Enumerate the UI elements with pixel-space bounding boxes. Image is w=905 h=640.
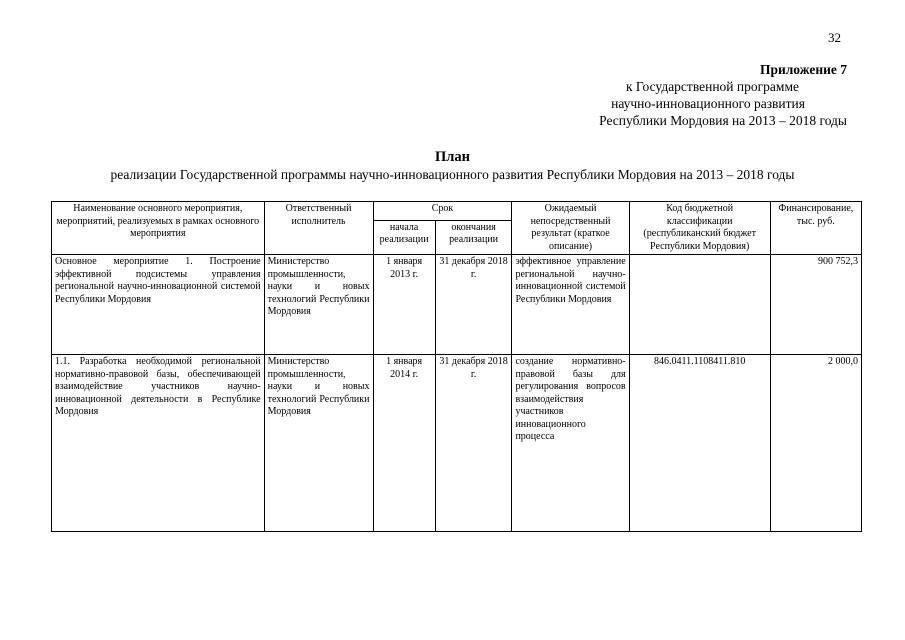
header-responsible: Ответственный исполнитель — [264, 202, 373, 255]
cell-financing: 900 752,3 — [770, 255, 861, 355]
header-name: Наименование основного мероприятия, мероприятий, реализуемых в рамках основного мероприятия — [52, 202, 265, 255]
table-row — [52, 255, 862, 355]
plan-title: План — [434, 149, 471, 165]
header-end: окончания реализации — [435, 220, 512, 254]
table-row — [52, 355, 862, 532]
header-budget-code: Код бюджетной классификации (республиканский бюджет Республики Мордовия) — [629, 202, 770, 255]
cell-end: 31 декабря 2018 г. — [435, 255, 512, 355]
cell-start: 1 января 2014 г. — [373, 355, 435, 532]
header-start: начала реализации — [373, 220, 435, 254]
cell-budget-code: 846.0411.1108411.810 — [629, 355, 770, 532]
appendix-line-4: Республики Мордовия на 2013 – 2018 годы — [599, 113, 847, 128]
header-result: Ожидаемый непосредственный результат (краткое описание) — [512, 202, 629, 255]
cell-start: 1 января 2013 г. — [373, 255, 435, 355]
cell-financing: 2 000,0 — [770, 355, 861, 532]
header-period: Срок — [373, 202, 512, 221]
appendix-line-2: к Государственной программе — [625, 79, 799, 94]
cell-responsible: Министерство промышленности, науки и новых технологий Республики Мордовия — [264, 255, 373, 355]
appendix-title: Приложение 7 — [759, 62, 847, 77]
appendix-header — [527, 61, 847, 129]
header-financing: Финансирование, тыс. руб. — [770, 202, 861, 255]
cell-budget-code — [629, 255, 770, 355]
header-row — [52, 202, 862, 221]
plan-table — [51, 201, 862, 532]
cell-responsible: Министерство промышленности, науки и новых технологий Республики Мордовия — [264, 355, 373, 532]
page-number: 32 — [828, 30, 841, 45]
cell-end: 31 декабря 2018 г. — [435, 355, 512, 532]
cell-name: Основное мероприятие 1. Построение эффективной подсистемы управления региональной научно-инновационной системой Республики Мордовия — [52, 255, 265, 355]
cell-name: 1.1. Разработка необходимой региональной нормативно-правовой базы, обеспечивающей взаимодействие участников научно-инновационной деятельности в Республике Мордовия — [52, 355, 265, 532]
appendix-line-3: научно-инновационного развития — [611, 96, 805, 111]
cell-result: эффективное управление региональной научно-инновационной системой Республики Мордовия — [512, 255, 629, 355]
cell-result: создание нормативно-правовой базы для регулирования вопросов взаимодействия участников инновационного процесса — [512, 355, 629, 532]
plan-subtitle: реализации Государственной программы научно-инновационного развития Республики Мордовия на 2013 – 2018 годы — [110, 167, 795, 182]
